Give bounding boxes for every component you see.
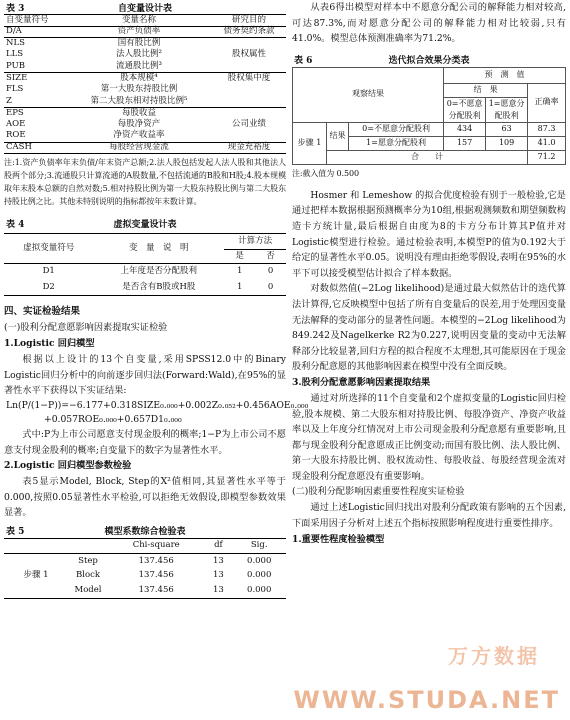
table5-header-row [4,538,286,553]
table3-cell: 现金充裕度 [212,142,286,154]
table6-header: 0=不愿意分配股利 [444,97,486,122]
table3 [4,14,286,154]
table4-cell: 上年度是否分配股利 [120,266,198,277]
table5-header: df [204,538,232,553]
table3-cell: 每股收益 [66,107,212,119]
table6-cell: 109 [486,136,528,150]
table3-title: 自变量设计表 [117,3,172,14]
table4-cell: 1 [236,281,243,292]
table6-cell: 1=愿意分配股利 [349,136,444,150]
table3-cell: 股权集中度 [212,72,286,84]
heading-parameter-test: 2.Logistic 回归模型参数检验 [4,460,132,472]
table3-cell: NLS [4,38,66,50]
table5-cell: 0.000 [247,570,272,581]
table3-cell: ROE [6,130,26,141]
table5-cell: 137.456 [138,570,174,581]
table3-cell [212,38,286,50]
table6-header: 正确率 [528,83,566,122]
table3-row [4,72,286,84]
table6-number: 表 6 [294,56,313,67]
table4-cell: 0 [267,266,274,277]
table3-cell: CASH [4,142,66,154]
table3-row [4,96,286,108]
table5-number: 表 5 [6,527,25,538]
table3-cell: 第二大股东相对持股比例⁵ [90,95,188,106]
table6-group: 步骤 1 [293,122,327,164]
table5-group: 步骤 1 [23,570,49,581]
table6-total-acc: 71.2 [528,150,566,164]
table3-cell: 每股经营现金流 [66,142,212,154]
table5-row [4,553,286,568]
table3-row [4,26,286,38]
paragraph: 通过上述Logistic回归找出对股利分配政策有影响的五个因素,下面采用因子分析对上述五个指标按照影响程度进行重要性排序。 [292,502,566,530]
table3-cell [212,84,286,96]
watermark-url: WWW.STUDA.NET [293,686,560,714]
table3-cell: PUB [6,60,25,71]
table3-cell: 资产负债率 [117,26,161,37]
table4-header: 变 量 说 明 [93,234,224,264]
table3-cell: 第一大股东持股比例 [100,84,178,95]
table3-cell: 股本规模⁴ [66,72,212,84]
table4-cell: 1 [236,266,243,277]
table3-cell: 每股净资产 [117,119,161,130]
subsection-heading: (一)股利分配意愿影响因素提取实证检验 [4,322,168,334]
table3-cell: 国有股比例 [66,38,212,50]
table6-header: 预 测 值 [444,67,566,83]
table3-header: 变量名称 [66,15,212,27]
table3-row [4,119,286,131]
equation-line2: +0.057ROE₀.₀₀₀+0.657D1₀.₀₀₀ [44,413,182,425]
table5-cell: 13 [213,570,224,581]
paragraph: 根据以上设计的13个自变量,采用SPSS12.0中的Binary Logistic回归分析中的向前逐步回归法(Forward:Wald),在95%的显著性水平下获得以下实证结果: [4,354,286,397]
table3-cell [212,107,286,119]
table3-cell: 股权属性 [231,49,266,60]
table3-header: 自变量符号 [4,15,66,27]
table3-row [4,142,286,154]
subsection-heading: (二)股利分配影响因素重要性程度实证检验 [292,486,465,498]
table3-cell: Z [6,95,12,106]
table4-cell: 0 [267,281,274,292]
table4-header: 是 [224,250,255,264]
table3-cell: 净资产收益率 [113,130,165,141]
table4-title: 虚拟变量设计表 [113,219,177,230]
table6-cell: 434 [444,122,486,136]
table4-caption [4,216,286,230]
table6-row [293,122,566,136]
table3-header-row [4,15,286,27]
table3-row [4,84,286,96]
table5-cell: Model [74,585,102,596]
table3-row [4,49,286,61]
table4 [4,233,286,296]
table6-total-row [293,150,566,164]
table3-cell: 公司业绩 [231,119,266,130]
table6-sub: 结果 [327,122,349,150]
table3-cell: D/A [6,26,22,37]
table4-row [4,280,286,296]
paragraph: 从表6得出模型对样本中不愿意分配公司的解释能力相对较高,可达87.3%,而对愿意分配公司的解释能力相对比较弱,只有41.0%。模型总体预测准确率为71.2%。 [292,2,566,45]
table5-title: 模型系数综合检验表 [104,527,186,538]
table6-note: 注:截入值为 0.500 [292,168,359,178]
table5-header [68,538,108,553]
table5-caption [4,524,286,538]
paragraph: 对数似然值(−2Log likelihood)是通过最大似然估计的迭代算法计算得,它反映模型中包括了所有自变量后的误差,用于处理因变量无法解释的变动部分的显著性问题。本模型的−2Log likelihood为849.242及Nagelkerke R2为0.227,说明因变量的变动中无法解释部分比较显著,回归方程的拟合程度不太理想,其可能原因在于现金股利分配意愿的其他影响因素在模型中没有全面反映。 [292,283,566,373]
heading-extraction-result: 3.股利分配意愿影响因素提取结果 [292,376,431,388]
paragraph: 表5显示Model, Block, Step的X²值相同,其显著性水平等于0.000,按照0.05显著性水平检验,可以拒绝无效假设,即模型参数效果显著。 [4,476,286,519]
table3-cell: AOE [6,119,26,130]
table3-row [4,61,286,73]
right-column [292,0,566,548]
table5-cell: 13 [213,585,224,596]
table3-cell: 流通股比例³ [116,60,162,71]
table3-cell: FLS [6,84,24,95]
table4-row [4,264,286,280]
table5-cell: 0.000 [247,585,272,596]
equation-lhs: Ln(P/(1−P)) [6,399,62,411]
table5-cell: 137.456 [138,585,174,596]
table4-cell: 是否含有B股或H股 [122,281,196,292]
table6 [292,67,566,165]
table3-row [4,107,286,119]
table3-header: 研究目的 [212,15,286,27]
table4-header: 虚拟变量符号 [4,234,93,264]
table5-cell: Step [78,555,98,566]
watermark-logo: 万方数据 [448,644,540,668]
table3-cell [212,61,286,73]
heading-logistic-model: 1.Logistic 回归模型 [4,338,95,350]
table6-cell: 157 [444,136,486,150]
table6-header: 结 果 [444,83,528,97]
table3-cell: EPS [4,107,66,119]
table4-header: 否 [255,250,286,264]
heading-importance-model: 1.重要性程度检验模型 [292,533,385,545]
table4-header: 计算方法 [224,234,286,250]
table3-cell: 法人股比例² [116,49,162,60]
table6-cell: 0=不愿意分配股利 [349,122,444,136]
table6-header-row [293,67,566,83]
table4-number: 表 4 [6,219,25,230]
table5-cell: 13 [213,555,224,566]
table3-row [4,38,286,50]
table5-cell: 0.000 [247,555,272,566]
table3-caption [4,0,286,14]
table3-cell [212,96,286,108]
table6-title: 迭代拟合效果分类表 [388,56,470,67]
table5-header [4,538,68,553]
table3-cell: LLS [6,49,24,60]
table6-total-label: 合 计 [327,150,528,164]
table6-cell: 63 [486,122,528,136]
table3-cell: 债务契约条款 [223,26,275,37]
table6-header: 观察结果 [293,67,444,122]
table3-cell: SIZE [4,72,66,84]
table6-header: 1=愿意分配股利 [486,97,528,122]
table3-number: 表 3 [6,3,25,14]
paragraph: Hosmer 和 Lemeshow 的拟合优度检验有别于一般检验,它是通过把样本数据根据预测概率分为10组,根据观测频数和期望频数构造卡方统计量,最后根据自由度为8的卡方分布计算其P值并对Logistic模型进行检验。通过检验表明,本模型P的值为0.192大于给定的显著性水平0.05。说明没有理由拒绝零假设,表明在95%的水平下可以接受模型估计拟合了样本数据。 [292,189,566,279]
table6-caption [292,53,566,67]
table3-row [4,130,286,142]
table3-note: 注:1.资产负债率年末负债/年末资产总额;2.法人股包括发起人法人股和其他法人股两个部分;3.流通股只计算流通的A股数量,不包括流通的B股和H股;4.股本规模取年末股本总额的自然对数;5.相对持股比例为第一大股东持股比例与第二大股东持股比例之比。其他未特别说明的指标都按年末数计算。 [4,158,286,207]
table5-cell: 137.456 [138,555,174,566]
table5-header: Sig. [232,538,286,553]
table4-cell: D2 [42,281,55,292]
equation [4,399,309,413]
section-heading: 四、实证检验结果 [4,306,81,318]
table3-cell [212,130,286,142]
equation-line1: =−6.177+0.318SIZE₀.₀₀₀+0.002Z₀.₀₅₂+0.456AOE₀.₀₀₀ [61,399,309,411]
paragraph: 式中:P为上市公司愿意支付现金股利的概率;1−P为上市公司不愿意支付现金股利的概率;自变量下的数字为显著性水平。 [4,428,286,456]
table5 [4,538,286,599]
table6-cell: 41.0 [528,136,566,150]
table4-cell: D1 [42,266,55,277]
paragraph: 通过对所选择的11个自变量和2个虚拟变量的Logistic回归检验,股本规模、第二大股东相对持股比例、每股净资产、净资产收益率以及上年度分红情况对上市公司现金股利分配意愿有重要影响,且都与现金股利分配意愿成正比例变动;而国有股比例、法人股比例、第一大股东持股比例、股权流动性、每股收益、每股经营现金流对现金股利分配意愿没有重要影响。 [292,392,566,482]
table5-header: Chi-square [108,538,204,553]
table5-cell: Block [76,570,100,581]
table6-cell: 87.3 [528,122,566,136]
table4-header-row [4,234,286,250]
